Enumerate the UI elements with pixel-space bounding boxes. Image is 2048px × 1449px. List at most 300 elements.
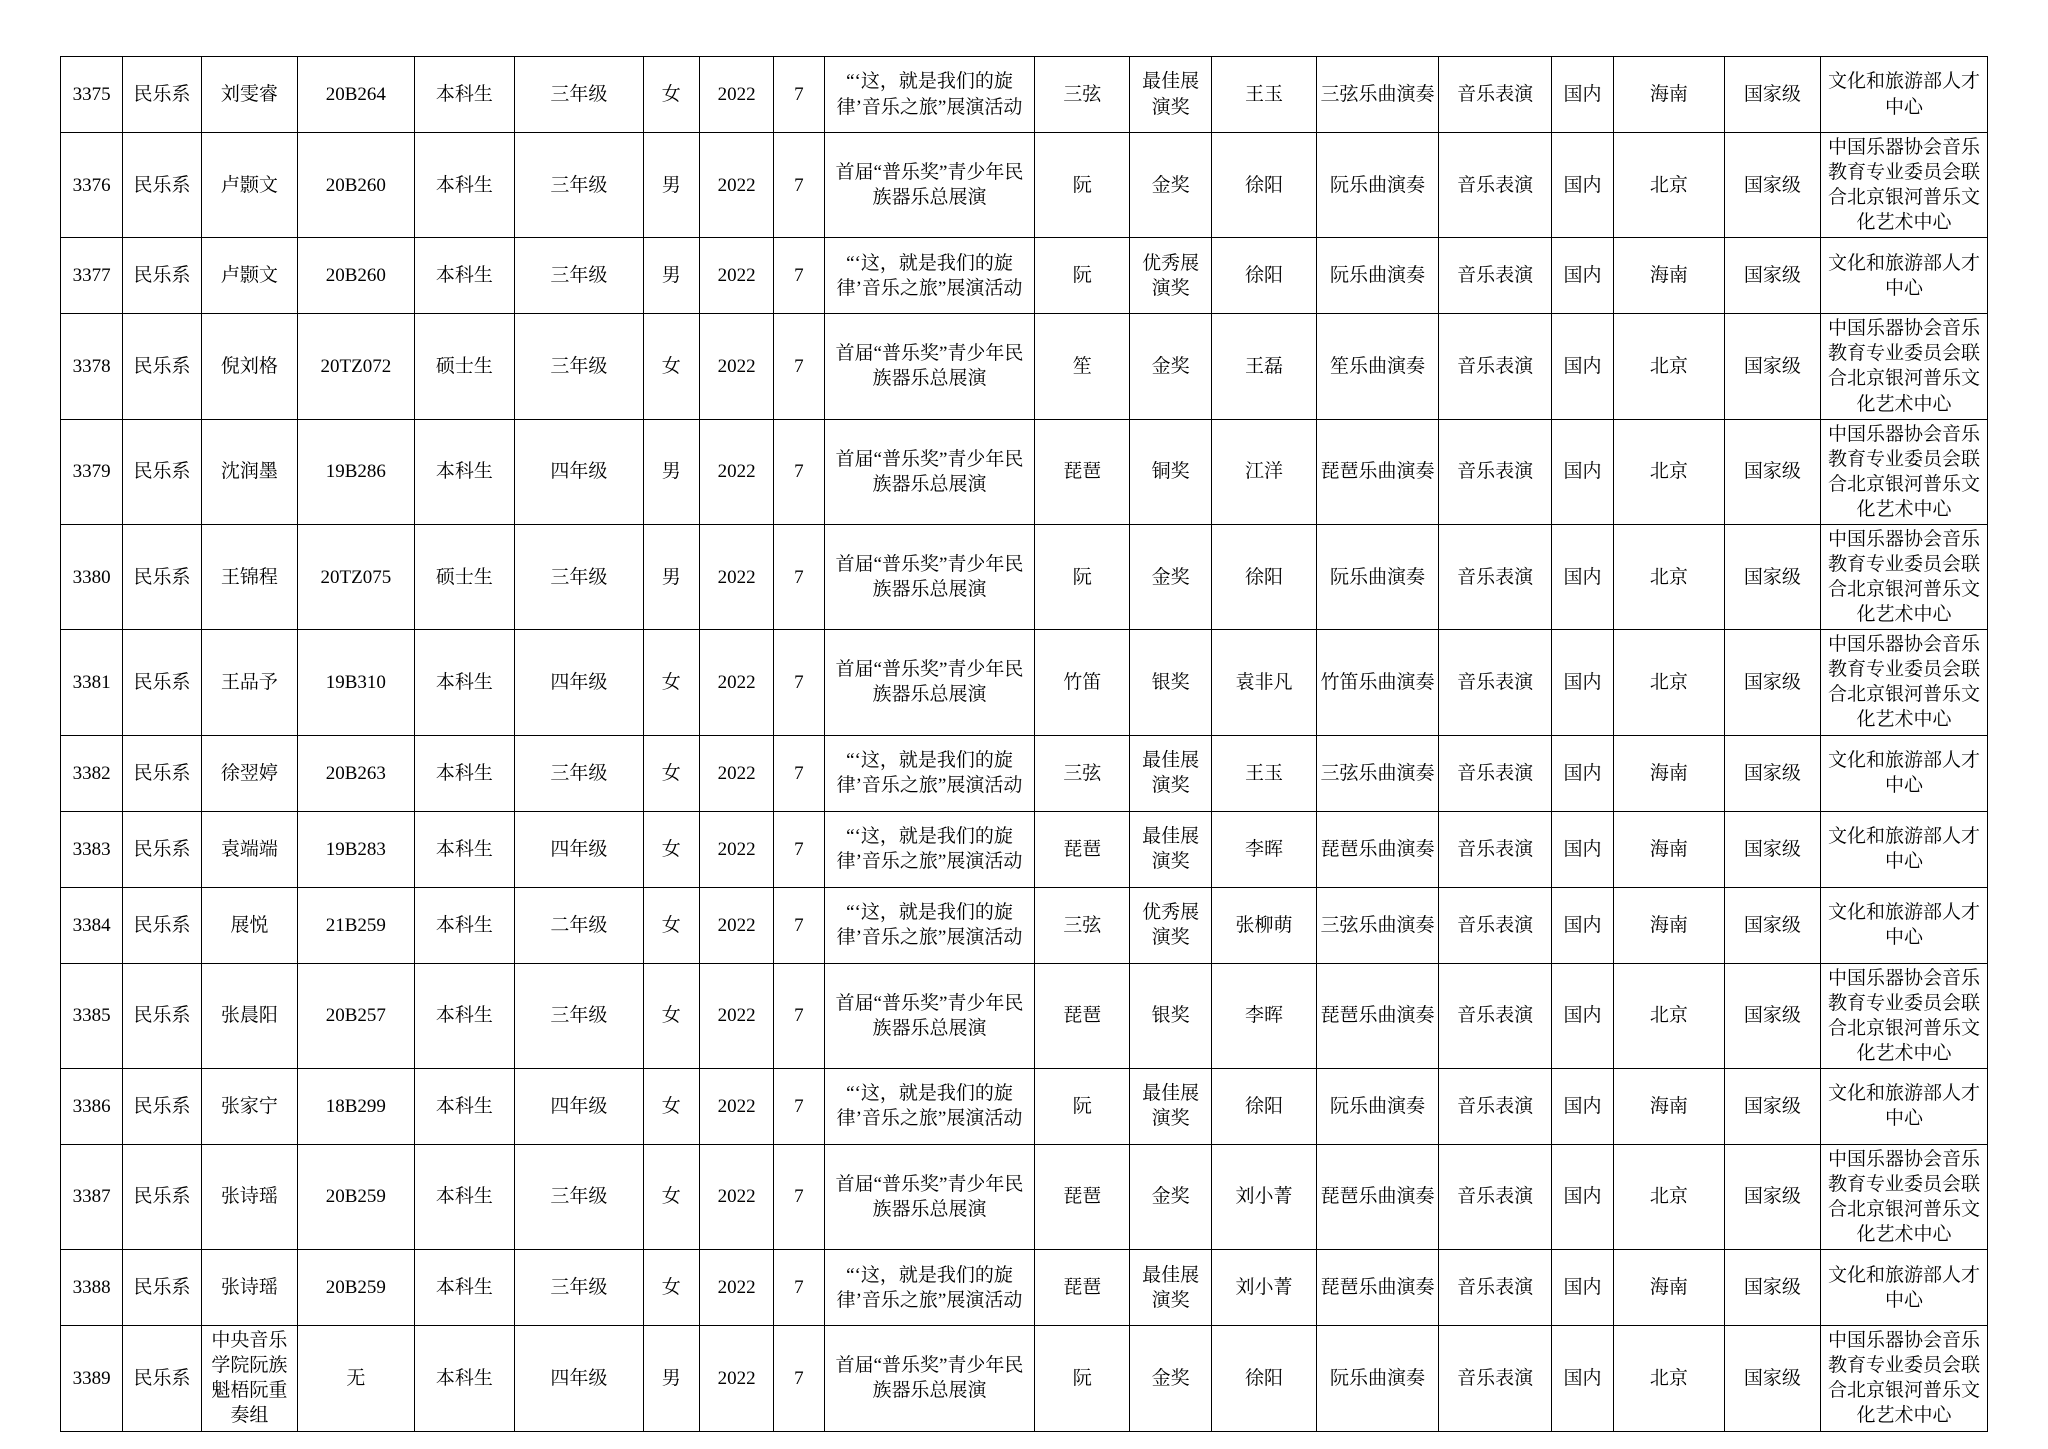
cell-organizer: 中国乐器协会音乐教育专业委员会联合北京银河普乐文化艺术中心 [1821,1326,1988,1431]
cell-category: 音乐表演 [1439,524,1552,629]
cell-name: 张家宁 [201,1068,297,1144]
cell-award: 金奖 [1129,1144,1211,1249]
cell-name: 张诗瑶 [201,1144,297,1249]
cell-organizer: 中国乐器协会音乐教育专业委员会联合北京银河普乐文化艺术中心 [1821,419,1988,524]
cell-gender: 男 [643,1326,699,1431]
cell-student-id: 20TZ072 [298,314,415,419]
cell-name: 张晨阳 [201,963,297,1068]
cell-grade: 三年级 [515,314,644,419]
cell-region: 北京 [1614,133,1725,238]
cell-award: 银奖 [1129,630,1211,735]
cell-rank: 国家级 [1724,133,1820,238]
cell-work: 琵琶乐曲演奏 [1316,1144,1439,1249]
cell-name: 卢颢文 [201,238,297,314]
cell-instrument: 琵琶 [1035,1144,1129,1249]
cell-year: 2022 [699,811,773,887]
cell-event: 首届“普乐奖”青少年民族器乐总展演 [824,1326,1035,1431]
cell-rank: 国家级 [1724,524,1820,629]
cell-gender: 男 [643,133,699,238]
cell-grade: 三年级 [515,238,644,314]
cell-gender: 女 [643,887,699,963]
cell-year: 2022 [699,1144,773,1249]
cell-id: 3388 [61,1250,123,1326]
cell-dept: 民乐系 [123,57,201,133]
cell-category: 音乐表演 [1439,1326,1552,1431]
table-row [61,811,1988,887]
cell-instrument: 竹笛 [1035,630,1129,735]
cell-rank: 国家级 [1724,811,1820,887]
cell-organizer: 文化和旅游部人才中心 [1821,811,1988,887]
cell-name: 王品予 [201,630,297,735]
cell-event: “‘这，就是我们的旋律’音乐之旅”展演活动 [824,1250,1035,1326]
cell-scope: 国内 [1551,524,1613,629]
cell-id: 3385 [61,963,123,1068]
table-row [61,1068,1988,1144]
cell-teacher: 王磊 [1212,314,1316,419]
cell-teacher: 徐阳 [1212,133,1316,238]
cell-level: 本科生 [414,1144,514,1249]
cell-gender: 男 [643,419,699,524]
cell-instrument: 阮 [1035,133,1129,238]
cell-level: 本科生 [414,1068,514,1144]
cell-region: 北京 [1614,524,1725,629]
cell-year: 2022 [699,419,773,524]
cell-work: 三弦乐曲演奏 [1316,57,1439,133]
cell-organizer: 中国乐器协会音乐教育专业委员会联合北京银河普乐文化艺术中心 [1821,314,1988,419]
cell-name: 徐翌婷 [201,735,297,811]
cell-region: 海南 [1614,811,1725,887]
table-row [61,1144,1988,1249]
cell-teacher: 王玉 [1212,57,1316,133]
cell-month: 7 [774,1068,824,1144]
cell-instrument: 三弦 [1035,735,1129,811]
cell-award: 最佳展演奖 [1129,1250,1211,1326]
cell-category: 音乐表演 [1439,238,1552,314]
cell-name: 张诗瑶 [201,1250,297,1326]
cell-dept: 民乐系 [123,1250,201,1326]
cell-organizer: 文化和旅游部人才中心 [1821,238,1988,314]
cell-month: 7 [774,1144,824,1249]
cell-dept: 民乐系 [123,630,201,735]
cell-category: 音乐表演 [1439,735,1552,811]
cell-id: 3382 [61,735,123,811]
cell-region: 北京 [1614,419,1725,524]
cell-grade: 四年级 [515,1326,644,1431]
cell-scope: 国内 [1551,630,1613,735]
cell-month: 7 [774,1250,824,1326]
cell-dept: 民乐系 [123,811,201,887]
cell-student-id: 20B264 [298,57,415,133]
cell-id: 3379 [61,419,123,524]
cell-name: 展悦 [201,887,297,963]
cell-region: 北京 [1614,314,1725,419]
cell-grade: 三年级 [515,57,644,133]
cell-level: 本科生 [414,811,514,887]
table-row [61,419,1988,524]
cell-id: 3389 [61,1326,123,1431]
cell-student-id: 18B299 [298,1068,415,1144]
cell-category: 音乐表演 [1439,1144,1552,1249]
cell-event: “‘这，就是我们的旋律’音乐之旅”展演活动 [824,887,1035,963]
cell-award: 银奖 [1129,963,1211,1068]
cell-id: 3387 [61,1144,123,1249]
cell-grade: 三年级 [515,1250,644,1326]
cell-dept: 民乐系 [123,238,201,314]
cell-category: 音乐表演 [1439,630,1552,735]
cell-scope: 国内 [1551,314,1613,419]
cell-grade: 四年级 [515,419,644,524]
cell-teacher: 刘小菁 [1212,1144,1316,1249]
cell-organizer: 文化和旅游部人才中心 [1821,57,1988,133]
cell-award: 金奖 [1129,1326,1211,1431]
cell-dept: 民乐系 [123,887,201,963]
cell-student-id: 无 [298,1326,415,1431]
cell-award: 最佳展演奖 [1129,811,1211,887]
table-row [61,57,1988,133]
cell-scope: 国内 [1551,1068,1613,1144]
cell-gender: 女 [643,630,699,735]
table-row [61,238,1988,314]
cell-id: 3378 [61,314,123,419]
cell-event: 首届“普乐奖”青少年民族器乐总展演 [824,630,1035,735]
cell-category: 音乐表演 [1439,419,1552,524]
cell-work: 竹笛乐曲演奏 [1316,630,1439,735]
cell-id: 3376 [61,133,123,238]
cell-award: 最佳展演奖 [1129,735,1211,811]
cell-region: 海南 [1614,57,1725,133]
cell-gender: 女 [643,1144,699,1249]
cell-organizer: 文化和旅游部人才中心 [1821,887,1988,963]
cell-rank: 国家级 [1724,1250,1820,1326]
cell-scope: 国内 [1551,238,1613,314]
cell-level: 本科生 [414,238,514,314]
cell-region: 北京 [1614,1144,1725,1249]
cell-organizer: 文化和旅游部人才中心 [1821,1068,1988,1144]
cell-region: 北京 [1614,630,1725,735]
cell-year: 2022 [699,524,773,629]
cell-rank: 国家级 [1724,735,1820,811]
cell-level: 本科生 [414,57,514,133]
cell-level: 本科生 [414,887,514,963]
cell-award: 优秀展演奖 [1129,887,1211,963]
cell-scope: 国内 [1551,811,1613,887]
cell-event: 首届“普乐奖”青少年民族器乐总展演 [824,314,1035,419]
cell-year: 2022 [699,238,773,314]
table-body [61,57,1988,1432]
cell-rank: 国家级 [1724,238,1820,314]
cell-student-id: 20B260 [298,133,415,238]
cell-scope: 国内 [1551,1326,1613,1431]
cell-work: 笙乐曲演奏 [1316,314,1439,419]
cell-id: 3383 [61,811,123,887]
cell-work: 阮乐曲演奏 [1316,524,1439,629]
cell-rank: 国家级 [1724,963,1820,1068]
table-row [61,735,1988,811]
cell-teacher: 李晖 [1212,811,1316,887]
cell-year: 2022 [699,57,773,133]
cell-award: 最佳展演奖 [1129,57,1211,133]
cell-student-id: 20B259 [298,1250,415,1326]
cell-organizer: 中国乐器协会音乐教育专业委员会联合北京银河普乐文化艺术中心 [1821,133,1988,238]
cell-rank: 国家级 [1724,887,1820,963]
cell-dept: 民乐系 [123,524,201,629]
cell-level: 本科生 [414,1326,514,1431]
cell-level: 本科生 [414,630,514,735]
cell-award: 最佳展演奖 [1129,1068,1211,1144]
cell-category: 音乐表演 [1439,1250,1552,1326]
cell-month: 7 [774,1326,824,1431]
cell-gender: 男 [643,238,699,314]
cell-scope: 国内 [1551,735,1613,811]
cell-student-id: 19B310 [298,630,415,735]
cell-year: 2022 [699,963,773,1068]
cell-month: 7 [774,735,824,811]
cell-year: 2022 [699,887,773,963]
cell-rank: 国家级 [1724,57,1820,133]
cell-organizer: 文化和旅游部人才中心 [1821,735,1988,811]
cell-name: 王锦程 [201,524,297,629]
cell-instrument: 阮 [1035,238,1129,314]
cell-instrument: 琵琶 [1035,811,1129,887]
cell-event: 首届“普乐奖”青少年民族器乐总展演 [824,963,1035,1068]
cell-work: 琵琶乐曲演奏 [1316,419,1439,524]
cell-level: 本科生 [414,1250,514,1326]
cell-dept: 民乐系 [123,735,201,811]
cell-rank: 国家级 [1724,1144,1820,1249]
cell-region: 海南 [1614,1250,1725,1326]
table-row [61,630,1988,735]
table-row [61,1326,1988,1431]
cell-work: 阮乐曲演奏 [1316,238,1439,314]
cell-month: 7 [774,57,824,133]
table-row [61,133,1988,238]
cell-scope: 国内 [1551,57,1613,133]
cell-month: 7 [774,524,824,629]
cell-scope: 国内 [1551,1250,1613,1326]
cell-gender: 女 [643,811,699,887]
cell-organizer: 中国乐器协会音乐教育专业委员会联合北京银河普乐文化艺术中心 [1821,630,1988,735]
cell-name: 倪刘格 [201,314,297,419]
cell-instrument: 阮 [1035,1326,1129,1431]
cell-name: 刘雯睿 [201,57,297,133]
cell-gender: 女 [643,1068,699,1144]
cell-grade: 三年级 [515,963,644,1068]
cell-award: 铜奖 [1129,419,1211,524]
cell-teacher: 江洋 [1212,419,1316,524]
cell-student-id: 20B259 [298,1144,415,1249]
table-row [61,963,1988,1068]
cell-teacher: 李晖 [1212,963,1316,1068]
cell-year: 2022 [699,1068,773,1144]
cell-id: 3377 [61,238,123,314]
cell-category: 音乐表演 [1439,133,1552,238]
cell-month: 7 [774,811,824,887]
cell-category: 音乐表演 [1439,314,1552,419]
cell-region: 海南 [1614,887,1725,963]
cell-scope: 国内 [1551,887,1613,963]
cell-dept: 民乐系 [123,314,201,419]
cell-event: 首届“普乐奖”青少年民族器乐总展演 [824,133,1035,238]
cell-student-id: 20B260 [298,238,415,314]
cell-event: 首届“普乐奖”青少年民族器乐总展演 [824,524,1035,629]
table-row [61,1250,1988,1326]
cell-id: 3381 [61,630,123,735]
cell-name: 卢颢文 [201,133,297,238]
cell-scope: 国内 [1551,963,1613,1068]
cell-instrument: 琵琶 [1035,419,1129,524]
cell-region: 海南 [1614,1068,1725,1144]
cell-month: 7 [774,314,824,419]
cell-grade: 三年级 [515,1144,644,1249]
cell-category: 音乐表演 [1439,963,1552,1068]
cell-grade: 四年级 [515,630,644,735]
cell-month: 7 [774,963,824,1068]
cell-category: 音乐表演 [1439,57,1552,133]
cell-teacher: 徐阳 [1212,524,1316,629]
cell-year: 2022 [699,133,773,238]
cell-id: 3384 [61,887,123,963]
cell-teacher: 徐阳 [1212,1326,1316,1431]
cell-dept: 民乐系 [123,963,201,1068]
cell-month: 7 [774,630,824,735]
cell-instrument: 阮 [1035,524,1129,629]
cell-instrument: 琵琶 [1035,1250,1129,1326]
cell-student-id: 20B263 [298,735,415,811]
cell-instrument: 三弦 [1035,57,1129,133]
cell-gender: 女 [643,963,699,1068]
cell-rank: 国家级 [1724,1326,1820,1431]
cell-instrument: 阮 [1035,1068,1129,1144]
cell-teacher: 徐阳 [1212,238,1316,314]
cell-level: 本科生 [414,133,514,238]
cell-teacher: 张柳萌 [1212,887,1316,963]
cell-teacher: 王玉 [1212,735,1316,811]
cell-event: 首届“普乐奖”青少年民族器乐总展演 [824,1144,1035,1249]
cell-category: 音乐表演 [1439,1068,1552,1144]
cell-year: 2022 [699,1250,773,1326]
cell-id: 3375 [61,57,123,133]
cell-event: “‘这，就是我们的旋律’音乐之旅”展演活动 [824,735,1035,811]
cell-work: 阮乐曲演奏 [1316,133,1439,238]
cell-level: 硕士生 [414,524,514,629]
cell-teacher: 徐阳 [1212,1068,1316,1144]
cell-id: 3380 [61,524,123,629]
table-row [61,314,1988,419]
cell-grade: 四年级 [515,811,644,887]
cell-work: 琵琶乐曲演奏 [1316,1250,1439,1326]
cell-work: 阮乐曲演奏 [1316,1068,1439,1144]
cell-award: 金奖 [1129,524,1211,629]
cell-region: 海南 [1614,735,1725,811]
achievements-table [60,56,1988,1432]
table-row [61,887,1988,963]
cell-level: 硕士生 [414,314,514,419]
cell-name: 沈润墨 [201,419,297,524]
cell-dept: 民乐系 [123,1068,201,1144]
cell-student-id: 19B283 [298,811,415,887]
cell-gender: 女 [643,735,699,811]
cell-instrument: 琵琶 [1035,963,1129,1068]
cell-grade: 三年级 [515,524,644,629]
cell-scope: 国内 [1551,133,1613,238]
cell-year: 2022 [699,735,773,811]
cell-scope: 国内 [1551,419,1613,524]
cell-name: 中央音乐学院阮族魁梧阮重奏组 [201,1326,297,1431]
cell-dept: 民乐系 [123,419,201,524]
cell-student-id: 19B286 [298,419,415,524]
cell-grade: 三年级 [515,133,644,238]
cell-work: 阮乐曲演奏 [1316,1326,1439,1431]
cell-dept: 民乐系 [123,133,201,238]
cell-level: 本科生 [414,419,514,524]
table-row [61,524,1988,629]
cell-region: 海南 [1614,238,1725,314]
cell-work: 琵琶乐曲演奏 [1316,811,1439,887]
cell-region: 北京 [1614,963,1725,1068]
cell-student-id: 20B257 [298,963,415,1068]
cell-teacher: 袁非凡 [1212,630,1316,735]
cell-gender: 男 [643,524,699,629]
cell-event: “‘这，就是我们的旋律’音乐之旅”展演活动 [824,238,1035,314]
cell-student-id: 21B259 [298,887,415,963]
cell-scope: 国内 [1551,1144,1613,1249]
cell-year: 2022 [699,1326,773,1431]
cell-level: 本科生 [414,963,514,1068]
cell-category: 音乐表演 [1439,887,1552,963]
cell-award: 金奖 [1129,133,1211,238]
cell-work: 三弦乐曲演奏 [1316,735,1439,811]
cell-gender: 女 [643,57,699,133]
cell-event: 首届“普乐奖”青少年民族器乐总展演 [824,419,1035,524]
cell-gender: 女 [643,1250,699,1326]
cell-month: 7 [774,133,824,238]
cell-organizer: 中国乐器协会音乐教育专业委员会联合北京银河普乐文化艺术中心 [1821,963,1988,1068]
cell-work: 琵琶乐曲演奏 [1316,963,1439,1068]
cell-event: “‘这，就是我们的旋律’音乐之旅”展演活动 [824,57,1035,133]
cell-instrument: 笙 [1035,314,1129,419]
cell-grade: 三年级 [515,735,644,811]
cell-award: 金奖 [1129,314,1211,419]
cell-year: 2022 [699,314,773,419]
cell-grade: 二年级 [515,887,644,963]
cell-event: “‘这，就是我们的旋律’音乐之旅”展演活动 [824,811,1035,887]
cell-student-id: 20TZ075 [298,524,415,629]
cell-region: 北京 [1614,1326,1725,1431]
cell-organizer: 中国乐器协会音乐教育专业委员会联合北京银河普乐文化艺术中心 [1821,524,1988,629]
cell-rank: 国家级 [1724,419,1820,524]
cell-month: 7 [774,238,824,314]
cell-month: 7 [774,887,824,963]
cell-month: 7 [774,419,824,524]
cell-rank: 国家级 [1724,314,1820,419]
cell-category: 音乐表演 [1439,811,1552,887]
cell-rank: 国家级 [1724,1068,1820,1144]
cell-rank: 国家级 [1724,630,1820,735]
cell-id: 3386 [61,1068,123,1144]
cell-level: 本科生 [414,735,514,811]
cell-dept: 民乐系 [123,1326,201,1431]
cell-work: 三弦乐曲演奏 [1316,887,1439,963]
cell-year: 2022 [699,630,773,735]
cell-event: “‘这，就是我们的旋律’音乐之旅”展演活动 [824,1068,1035,1144]
cell-name: 袁端端 [201,811,297,887]
cell-organizer: 文化和旅游部人才中心 [1821,1250,1988,1326]
cell-grade: 四年级 [515,1068,644,1144]
cell-dept: 民乐系 [123,1144,201,1249]
cell-teacher: 刘小菁 [1212,1250,1316,1326]
cell-organizer: 中国乐器协会音乐教育专业委员会联合北京银河普乐文化艺术中心 [1821,1144,1988,1249]
cell-award: 优秀展演奖 [1129,238,1211,314]
